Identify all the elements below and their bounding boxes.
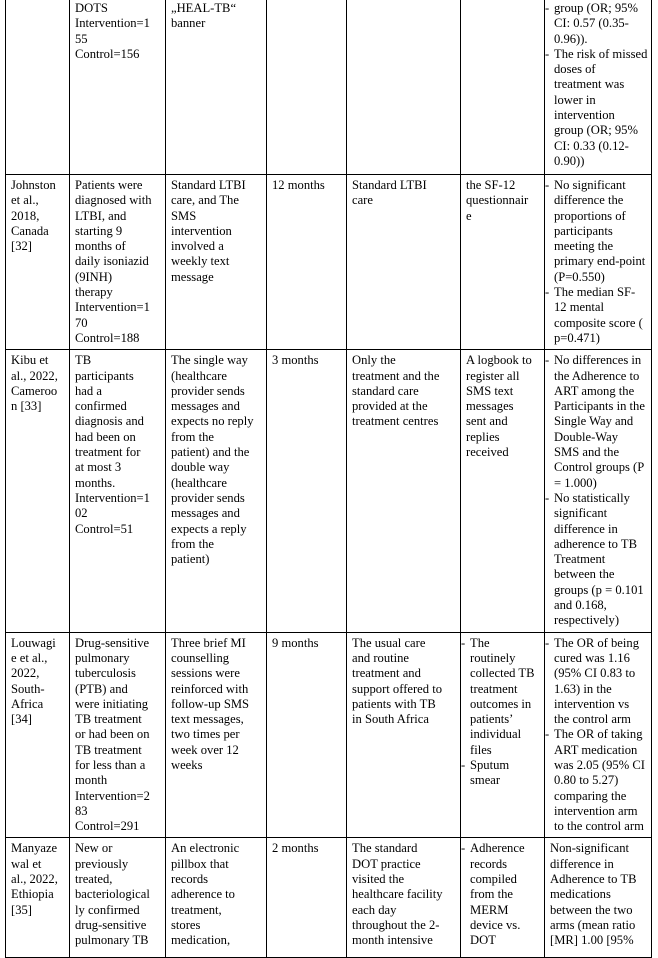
population-cell xyxy=(70,350,166,632)
result-item-line: doses of xyxy=(554,62,596,77)
intervention-line: patient) and the xyxy=(171,445,250,460)
table-row xyxy=(6,838,652,958)
outcome-measure-item-line: routinely xyxy=(470,650,516,665)
result-item-line: - The risk of missed xyxy=(554,46,648,61)
result-item-line: groups (p = 0.101 xyxy=(554,582,644,597)
outcome-measure-line: SMS text xyxy=(466,383,514,398)
result-item-line: to the control arm xyxy=(554,819,644,834)
result-line: [MR] 1.00 [95% xyxy=(550,933,634,948)
intervention-cell xyxy=(166,175,267,350)
population-line: pulmonary TB xyxy=(75,933,149,948)
control-line: treatment centres xyxy=(352,414,439,429)
duration-cell xyxy=(267,175,347,350)
population-line: months of xyxy=(75,239,126,254)
study-line: South- xyxy=(11,681,45,696)
control-line: in South Africa xyxy=(352,712,429,727)
population-line: diagnosed with xyxy=(75,193,152,208)
result-item xyxy=(546,285,647,346)
study-line: Louwagi xyxy=(11,635,56,650)
result-item-line: participants xyxy=(554,223,613,238)
study-line: [34] xyxy=(11,712,32,727)
population-line: pulmonary xyxy=(75,650,130,665)
population-line: LTBI, and xyxy=(75,208,127,223)
population-line: daily isoniazid xyxy=(75,254,149,269)
result-item-line: CI: 0.57 (0.35- xyxy=(554,16,629,31)
intervention-line: pillbox that xyxy=(171,856,229,871)
control-cell xyxy=(347,0,461,175)
intervention-line: text messages, xyxy=(171,712,244,727)
intervention-line: medication, xyxy=(171,933,231,948)
control-line: DOT practice xyxy=(352,856,421,871)
study-cell xyxy=(6,175,70,350)
outcome-measures-cell xyxy=(461,0,545,175)
table-row xyxy=(6,175,652,350)
intervention-line: weeks xyxy=(171,757,203,772)
result-item-line: - The OR of being xyxy=(554,635,639,650)
outcome-measure-line: sent and xyxy=(466,414,508,429)
result-item-line: the control arm xyxy=(554,712,631,727)
result-item-line: 12 mental xyxy=(554,300,605,315)
intervention-line: reinforced with xyxy=(171,681,249,696)
result-item-line: and 0.168, xyxy=(554,598,607,613)
control-line: Standard LTBI xyxy=(352,178,427,192)
population-line: drug-sensitive xyxy=(75,917,147,932)
intervention-line: expects no reply xyxy=(171,414,254,429)
result-item-line: respectively) xyxy=(554,613,620,628)
control-line: care xyxy=(352,193,373,208)
outcome-measure-item-line: smear xyxy=(470,773,501,788)
duration-text: 3 months xyxy=(272,353,319,368)
result-item-line: difference the xyxy=(554,193,624,208)
study-cell xyxy=(6,838,70,958)
result-item-line: composite score ( xyxy=(554,315,643,330)
result-item-line: primary end-point xyxy=(554,254,646,269)
outcome-measures-cell xyxy=(461,175,545,350)
intervention-line: records xyxy=(171,872,209,887)
result-item-line: CI: 0.33 (0.12- xyxy=(554,138,629,153)
control-line: The standard xyxy=(352,841,418,856)
outcome-measure-item xyxy=(462,636,540,758)
result-item-line: ART medication xyxy=(554,742,638,757)
duration-text: 2 months xyxy=(272,841,319,856)
population-line: Intervention=1 xyxy=(75,490,150,505)
study-line: 2022, xyxy=(11,666,40,681)
outcome-measure-item-line: - Sputum xyxy=(470,757,510,772)
result-item-line: 1.63) in the xyxy=(554,681,612,696)
result-line: arms (mean ratio xyxy=(550,917,636,932)
result-item-line: treatment was xyxy=(554,77,625,92)
study-line: Cameroo xyxy=(11,383,58,398)
population-line: bacteriological xyxy=(75,887,150,902)
outcome-measure-line: replies xyxy=(466,429,500,444)
population-line: previously xyxy=(75,856,129,871)
population-line: Intervention=2 xyxy=(75,788,150,803)
control-line: treatment and xyxy=(352,666,421,681)
population-line: DOTS xyxy=(75,1,108,15)
study-line: et al., xyxy=(11,193,39,208)
control-line: Only the xyxy=(352,353,396,368)
result-item-line: SMS and the xyxy=(554,445,620,460)
population-line: TB xyxy=(75,353,92,368)
intervention-line: expects a reply xyxy=(171,521,247,536)
duration-cell xyxy=(267,632,347,838)
study-line: 2018, xyxy=(11,208,40,223)
result-item xyxy=(546,1,647,47)
intervention-line: messages and xyxy=(171,506,240,521)
population-line: diagnosis and xyxy=(75,414,144,429)
result-item-line: between the xyxy=(554,567,615,582)
population-line: tuberculosis xyxy=(75,666,136,681)
control-line: visited the xyxy=(352,872,405,887)
study-line: n [33] xyxy=(11,399,42,414)
outcome-measure-item-line: DOT xyxy=(470,933,496,948)
result-item-line: meeting the xyxy=(554,239,614,254)
outcome-measure-item xyxy=(462,841,540,948)
outcome-measure-line: e xyxy=(466,208,472,223)
result-item-line: intervention arm xyxy=(554,803,638,818)
result-item-line: - No significant xyxy=(554,178,626,192)
result-item xyxy=(546,47,647,169)
population-line: New or xyxy=(75,841,113,856)
result-item xyxy=(546,178,647,285)
result-list xyxy=(546,1,647,169)
duration-text: 9 months xyxy=(272,635,319,650)
intervention-line: from the xyxy=(171,536,215,551)
result-item xyxy=(546,636,647,728)
intervention-line: involved a xyxy=(171,239,224,254)
study-line: e et al., xyxy=(11,650,48,665)
study-line: Manyaze xyxy=(11,841,58,856)
outcome-measure-item-line: individual xyxy=(470,727,522,742)
population-line: (PTB) and xyxy=(75,681,128,696)
result-list xyxy=(546,353,647,628)
result-line: Non-significant xyxy=(550,841,630,856)
control-cell xyxy=(347,632,461,838)
population-line: had a xyxy=(75,383,102,398)
population-cell xyxy=(70,632,166,838)
results-cell xyxy=(545,632,652,838)
population-line: had been on xyxy=(75,429,136,444)
result-item-line: difference in xyxy=(554,521,618,536)
outcome-measure-item-line: MERM xyxy=(470,902,509,917)
outcome-measure-list xyxy=(462,841,540,948)
population-line: Intervention=1 xyxy=(75,300,150,315)
intervention-cell xyxy=(166,838,267,958)
study-cell xyxy=(6,632,70,838)
result-item-line: - group (OR; 95% xyxy=(554,1,638,15)
population-line: TB treatment xyxy=(75,712,142,727)
intervention-line: provider sends xyxy=(171,490,245,505)
population-line: Control=51 xyxy=(75,521,134,536)
study-cell xyxy=(6,350,70,632)
result-item-line: 0.96)). xyxy=(554,31,588,46)
population-cell xyxy=(70,838,166,958)
population-line: months. xyxy=(75,475,116,490)
result-item-line: proportions of xyxy=(554,208,626,223)
control-line: support offered to xyxy=(352,681,443,696)
control-line: each day xyxy=(352,902,397,917)
result-item-line: (95% CI 0.83 to xyxy=(554,666,636,681)
intervention-cell xyxy=(166,0,267,175)
control-line: treatment and the xyxy=(352,368,440,383)
study-line: wal et xyxy=(11,856,42,871)
population-line: therapy xyxy=(75,285,113,300)
result-item-line: group (OR; 95% xyxy=(554,123,638,138)
result-item-line: Control groups (P xyxy=(554,460,645,475)
population-line: 70 xyxy=(75,315,88,330)
outcome-measure-line: A logbook to xyxy=(466,353,532,368)
outcome-measure-item-line: - Adherence xyxy=(470,841,525,856)
intervention-line: adherence to xyxy=(171,887,235,902)
intervention-line: (healthcare xyxy=(171,368,227,383)
table-row xyxy=(6,632,652,838)
control-cell xyxy=(347,175,461,350)
control-line: healthcare facility xyxy=(352,887,443,902)
result-item-line: cured was 1.16 xyxy=(554,650,630,665)
intervention-cell xyxy=(166,632,267,838)
result-item-line: lower in xyxy=(554,92,596,107)
intervention-line: care, and The xyxy=(171,193,239,208)
result-item-line: ART among the xyxy=(554,383,635,398)
intervention-line: stores xyxy=(171,917,201,932)
intervention-line: treatment, xyxy=(171,902,222,917)
result-line: difference in xyxy=(550,856,614,871)
study-line: Africa xyxy=(11,696,44,711)
result-list xyxy=(546,178,647,346)
population-line: Drug-sensitive xyxy=(75,635,150,650)
intervention-line: week over 12 xyxy=(171,742,239,757)
population-line: treatment for xyxy=(75,445,141,460)
result-item-line: - The median SF- xyxy=(554,285,636,300)
control-line: and routine xyxy=(352,650,410,665)
population-line: TB treatment xyxy=(75,742,142,757)
intervention-line: patient) xyxy=(171,552,210,567)
result-item xyxy=(546,491,647,629)
intervention-line: follow-up SMS xyxy=(171,696,250,711)
control-line: throughout the 2- xyxy=(352,917,440,932)
result-item-line: intervention xyxy=(554,108,615,123)
population-line: Control=156 xyxy=(75,46,140,61)
intervention-line: from the xyxy=(171,429,215,444)
results-cell xyxy=(545,175,652,350)
outcome-measure-item-line: patients’ xyxy=(470,712,514,727)
outcome-measure-line: messages xyxy=(466,399,514,414)
study-line: Canada xyxy=(11,223,49,238)
duration-cell xyxy=(267,350,347,632)
duration-cell xyxy=(267,0,347,175)
result-item-line: the Adherence to xyxy=(554,368,640,383)
intervention-line: „HEAL-TB“ xyxy=(171,1,237,15)
outcome-measure-list xyxy=(462,636,540,789)
result-line: medications xyxy=(550,887,611,902)
outcome-measures-cell xyxy=(461,350,545,632)
result-item-line: Treatment xyxy=(554,552,606,567)
result-item-line: was 2.05 (95% CI xyxy=(554,757,645,772)
result-item-line: = 1.000) xyxy=(554,475,597,490)
study-line: Johnston xyxy=(11,178,56,192)
outcome-measures-cell xyxy=(461,632,545,838)
intervention-line: messages and xyxy=(171,399,240,414)
result-item-line: intervention vs xyxy=(554,696,630,711)
control-cell xyxy=(347,838,461,958)
intervention-line: sessions were xyxy=(171,666,240,681)
outcome-measure-item-line: compiled xyxy=(470,872,517,887)
intervention-line: The single way xyxy=(171,353,248,368)
result-item-line: comparing the xyxy=(554,788,627,803)
result-item-line: Single Way and xyxy=(554,414,634,429)
population-line: confirmed xyxy=(75,399,127,414)
intervention-line: Standard LTBI xyxy=(171,178,246,192)
control-line: The usual care xyxy=(352,635,426,650)
population-line: month xyxy=(75,773,108,788)
population-line: 83 xyxy=(75,803,88,818)
result-item-line: 0.80 to 5.27) xyxy=(554,773,619,788)
population-line: ly confirmed xyxy=(75,902,140,917)
outcome-measure-item-line: from the xyxy=(470,887,514,902)
population-line: 02 xyxy=(75,506,88,521)
intervention-cell xyxy=(166,350,267,632)
intervention-line: banner xyxy=(171,16,206,31)
result-item-line: Double-Way xyxy=(554,429,619,444)
intervention-line: Three brief MI xyxy=(171,635,246,650)
outcome-measure-item-line: outcomes in xyxy=(470,696,532,711)
study-line: al., 2022, xyxy=(11,368,58,383)
intervention-line: SMS xyxy=(171,208,197,223)
results-cell xyxy=(545,0,652,175)
population-line: or had been on xyxy=(75,727,150,742)
population-line: Control=188 xyxy=(75,330,140,345)
population-line: (9INH) xyxy=(75,269,113,284)
intervention-line: weekly text xyxy=(171,254,230,269)
study-line: [35] xyxy=(11,902,32,917)
result-item-line: Participants in the xyxy=(554,399,645,414)
result-item xyxy=(546,353,647,491)
result-item-line: 0.90)) xyxy=(554,153,585,168)
intervention-line: (healthcare xyxy=(171,475,227,490)
intervention-line: An electronic xyxy=(171,841,240,856)
result-item-line: - No differences in xyxy=(554,353,642,368)
outcome-measure-item-line: files xyxy=(470,742,492,757)
result-item-line: (P=0.550) xyxy=(554,269,605,284)
outcome-measure-item-line: collected TB xyxy=(470,666,535,681)
outcome-measure-item-line: treatment xyxy=(470,681,518,696)
outcome-measure-line: questionnair xyxy=(466,193,529,208)
result-item-line: - No statistically xyxy=(554,490,630,505)
result-item-line: adherence to TB xyxy=(554,536,637,551)
study-characteristics-table xyxy=(5,0,652,958)
outcome-measure-line: the SF-12 xyxy=(466,178,516,192)
intervention-line: provider sends xyxy=(171,383,245,398)
duration-cell xyxy=(267,838,347,958)
result-list xyxy=(546,636,647,835)
population-line: Intervention=1 xyxy=(75,16,150,31)
control-line: patients with TB xyxy=(352,696,436,711)
population-line: for less than a xyxy=(75,757,146,772)
table-row xyxy=(6,0,652,175)
population-line: Patients were xyxy=(75,178,143,192)
outcome-measures-cell xyxy=(461,838,545,958)
outcome-measure-item-line: records xyxy=(470,856,508,871)
table-body xyxy=(6,0,652,958)
results-cell xyxy=(545,838,652,958)
control-cell xyxy=(347,350,461,632)
duration-text: 12 months xyxy=(272,178,325,192)
study-line: [32] xyxy=(11,239,32,254)
population-line: Control=291 xyxy=(75,819,140,834)
result-item xyxy=(546,727,647,834)
result-item-line: significant xyxy=(554,506,608,521)
results-cell xyxy=(545,350,652,632)
control-line: standard care xyxy=(352,383,419,398)
table-row xyxy=(6,350,652,632)
population-line: participants xyxy=(75,368,134,383)
study-cell xyxy=(6,0,70,175)
population-cell xyxy=(70,0,166,175)
outcome-measure-item xyxy=(462,758,540,789)
result-item-line: - The OR of taking xyxy=(554,727,643,742)
study-line: Ethiopia xyxy=(11,887,54,902)
population-line: starting 9 xyxy=(75,223,123,238)
population-line: 55 xyxy=(75,31,88,46)
population-cell xyxy=(70,175,166,350)
outcome-measure-item-line: device vs. xyxy=(470,917,521,932)
intervention-line: two times per xyxy=(171,727,240,742)
intervention-line: double way xyxy=(171,460,230,475)
result-line: between the two xyxy=(550,902,633,917)
study-line: al., 2022, xyxy=(11,872,58,887)
population-line: at most 3 xyxy=(75,460,122,475)
population-line: treated, xyxy=(75,872,113,887)
control-line: provided at the xyxy=(352,399,428,414)
study-line: Kibu et xyxy=(11,353,49,368)
result-item-line: p=0.471) xyxy=(554,330,600,345)
intervention-line: counselling xyxy=(171,650,230,665)
result-line: Adherence to TB xyxy=(550,872,637,887)
population-line: were initiating xyxy=(75,696,149,711)
outcome-measure-line: received xyxy=(466,445,509,460)
control-line: month intensive xyxy=(352,933,433,948)
intervention-line: message xyxy=(171,269,214,284)
intervention-line: intervention xyxy=(171,223,232,238)
outcome-measure-item-line: - The xyxy=(470,635,490,650)
outcome-measure-line: register all xyxy=(466,368,520,383)
